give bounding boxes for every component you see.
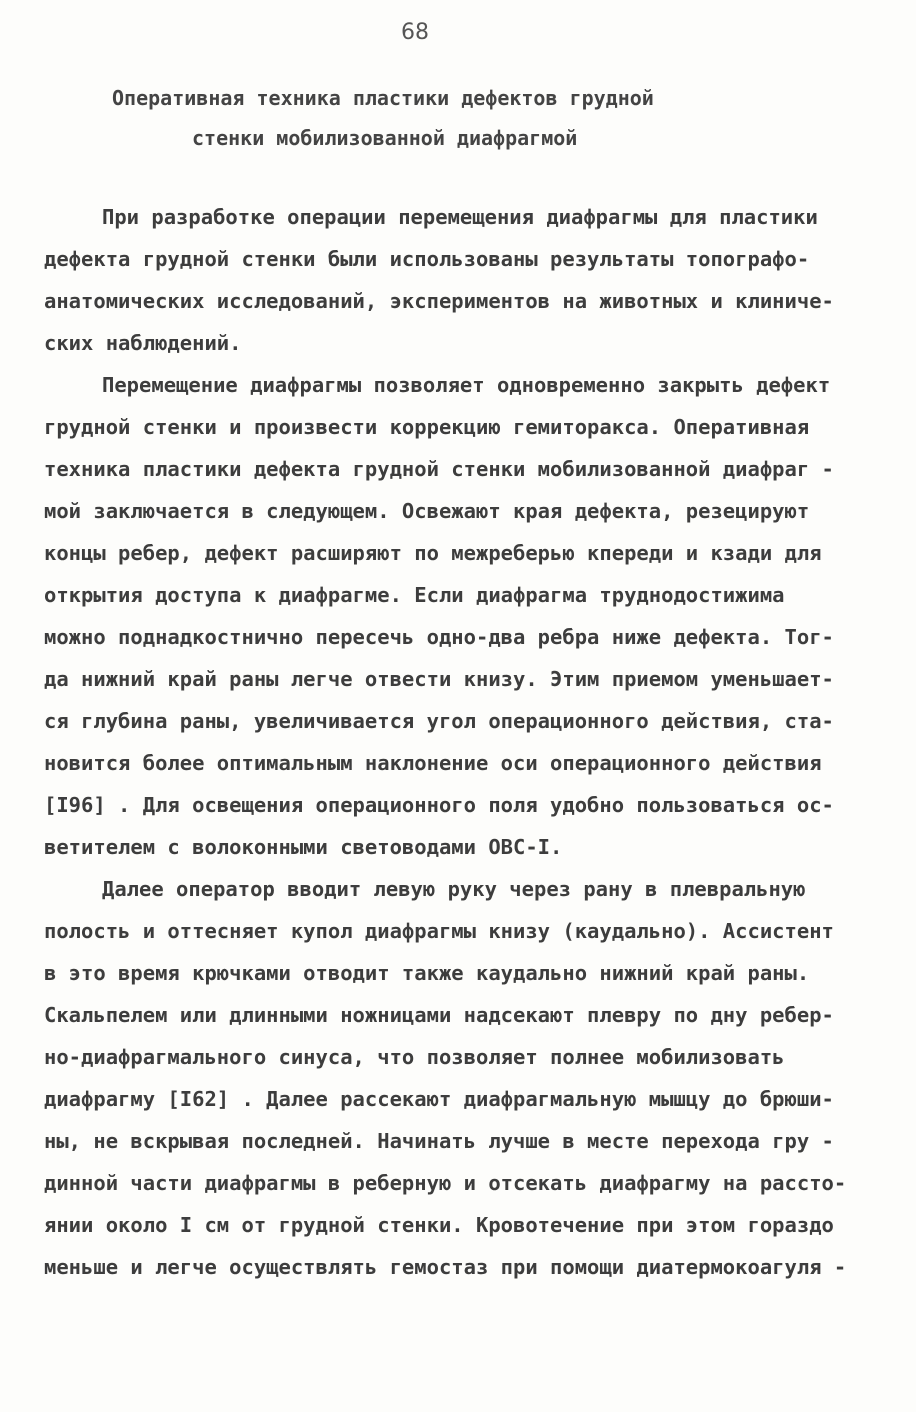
text-line: полость и оттесняет купол диафрагмы книзу (каудально). Ассистент	[44, 919, 834, 943]
text-line: открытия доступа к диафрагме. Если диафрагма труднодостижима	[44, 583, 785, 607]
text-line: техника пластики дефекта грудной стенки мобилизованной диафраг -	[44, 457, 834, 481]
text-line: мой заключается в следующем. Освежают края дефекта, резецируют	[44, 499, 810, 523]
text-line: концы ребер, дефект расширяют по межреберью кпереди и кзади для	[44, 541, 822, 565]
text-line: динной части диафрагмы в реберную и отсекать диафрагму на рассто-	[44, 1171, 847, 1195]
text-line: ских наблюдений.	[44, 331, 242, 355]
title-line: стенки мобилизованной диафрагмой	[192, 126, 578, 150]
text-line: При разработке операции перемещения диафрагмы для пластики	[102, 205, 818, 229]
document-body	[44, 196, 874, 1288]
text-line: Далее оператор вводит левую руку через рану в плевральную	[102, 877, 806, 901]
text-line: Скальпелем или длинными ножницами надсекают плевру по дну ребер-	[44, 1003, 834, 1027]
title-line: Оперативная техника пластики дефектов грудной	[112, 86, 654, 110]
text-line: меньше и легче осуществлять гемостаз при помощи диатермокоагуля -	[44, 1255, 847, 1279]
text-line: янии около I см от грудной стенки. Кровотечение при этом гораздо	[44, 1213, 834, 1237]
paragraph	[44, 196, 874, 364]
text-line: ны, не вскрывая последней. Начинать лучше в месте перехода гру -	[44, 1129, 834, 1153]
text-line: можно поднадкостнично пересечь одно-два ребра ниже дефекта. Тог-	[44, 625, 834, 649]
text-line: новится более оптимальным наклонение оси операционного действия	[44, 751, 822, 775]
text-line: ся глубина раны, увеличивается угол операционного действия, ста-	[44, 709, 834, 733]
text-line: [I96] . Для освещения операционного поля удобно пользоваться ос-	[44, 793, 834, 817]
text-line: дефекта грудной стенки были использованы результаты топографо-	[44, 247, 810, 271]
section-title	[0, 78, 800, 158]
text-line: но-диафрагмального синуса, что позволяет полнее мобилизовать	[44, 1045, 785, 1069]
text-line: грудной стенки и произвести коррекцию гемиторакса. Оперативная	[44, 415, 810, 439]
text-line: да нижний край раны легче отвести книзу. Этим приемом уменьшает-	[44, 667, 834, 691]
paragraph	[44, 868, 874, 1288]
page-number: 68	[401, 20, 429, 45]
paragraph	[44, 364, 874, 868]
text-line: диафрагму [I62] . Далее рассекают диафрагмальную мышцу до брюши-	[44, 1087, 834, 1111]
text-line: анатомических исследований, экспериментов на животных и клиниче-	[44, 289, 834, 313]
text-line: Перемещение диафрагмы позволяет одновременно закрыть дефект	[102, 373, 831, 397]
text-line: ветителем с волоконными световодами ОВС-I.	[44, 835, 563, 859]
text-line: в это время крючками отводит также каудально нижний край раны.	[44, 961, 810, 985]
